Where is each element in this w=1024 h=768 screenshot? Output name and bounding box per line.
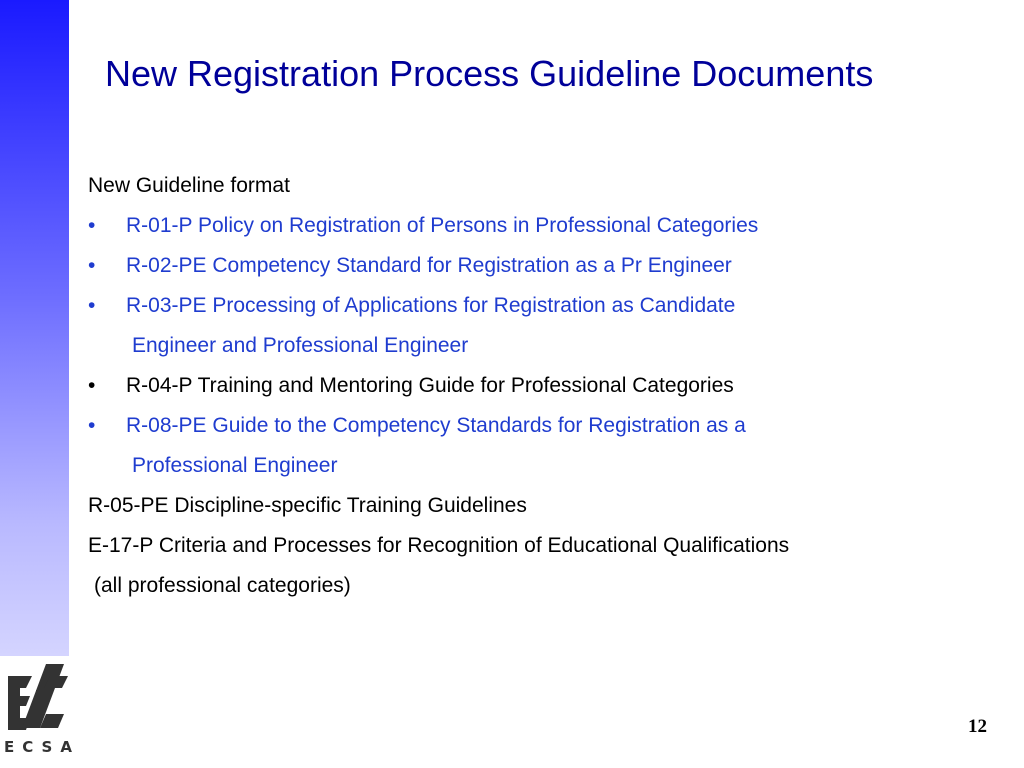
bullet-icon: • (88, 414, 96, 437)
list-item-continuation: Professional Engineer (132, 454, 338, 477)
list-item-text: R-08-PE Guide to the Competency Standards for Registration as a (126, 414, 746, 437)
logo-text: ECSA (4, 738, 80, 756)
intro-line: New Guideline format (88, 174, 290, 197)
extra-line: (all professional categories) (94, 574, 351, 597)
bullet-icon: • (88, 374, 96, 397)
list-item-text: R-03-PE Processing of Applications for Registration as Candidate (126, 294, 736, 317)
list-item-text: R-01-P Policy on Registration of Persons in Professional Categories (126, 214, 759, 237)
content-body (88, 168, 998, 608)
list-item-continuation: Engineer and Professional Engineer (132, 334, 469, 357)
list-item (88, 208, 998, 248)
page-title: New Registration Process Guideline Documents (105, 53, 874, 94)
sidebar-gradient (0, 0, 69, 656)
list-item-text: R-04-P Training and Mentoring Guide for Professional Categories (126, 374, 734, 397)
list-item (88, 408, 998, 448)
bullet-icon: • (88, 294, 96, 317)
bullet-icon: • (88, 214, 96, 237)
bullet-icon: • (88, 254, 96, 277)
page-number: 12 (968, 716, 987, 737)
list-item (88, 368, 998, 408)
extra-line: E-17-P Criteria and Processes for Recognition of Educational Qualifications (88, 534, 790, 557)
list-item (88, 288, 998, 328)
list-item-text: R-02-PE Competency Standard for Registration as a Pr Engineer (126, 254, 732, 277)
extra-line: R-05-PE Discipline-specific Training Guidelines (88, 494, 527, 517)
list-item (88, 248, 998, 288)
